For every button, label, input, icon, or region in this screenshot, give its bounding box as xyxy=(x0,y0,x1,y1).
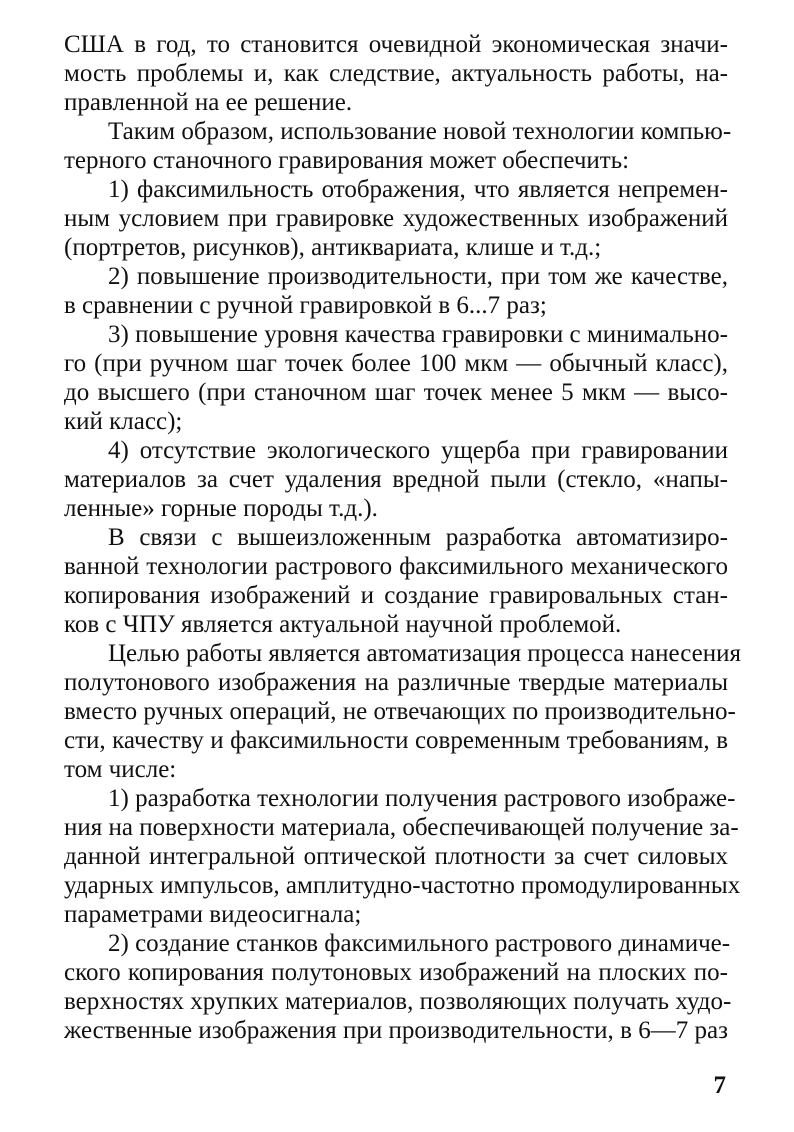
text-line: ударных импульсов, амплитудно-частотно промодулированных xyxy=(64,872,741,899)
paragraph-goal xyxy=(64,639,741,784)
text-line: кий класс); xyxy=(64,408,183,435)
text-line: мость проблемы и, как следствие, актуальность работы, на- xyxy=(64,60,728,87)
paragraph-summary xyxy=(64,117,732,175)
text-line: (портретов, рисунков), антиквариата, клише и т.д.; xyxy=(64,234,602,261)
text-line: жественные изображения при производительности, в 6—7 раз xyxy=(64,1017,728,1044)
list-item-3 xyxy=(64,320,728,436)
text-line: 4) отсутствие экологического ущерба при гравировании xyxy=(108,437,728,464)
text-line: верхностях хрупких материалов, позволяющих получать худо- xyxy=(64,988,732,1015)
text-line: до высшего (при станочном шаг точек менее 5 мкм — высо- xyxy=(64,379,728,406)
text-line: ным условием при гравировке художественных изображений xyxy=(64,205,728,232)
text-line: том числе: xyxy=(64,756,177,783)
text-line: в сравнении с ручной гравировкой в 6...7 раз; xyxy=(64,292,547,319)
list-item-1 xyxy=(64,175,728,262)
text-line: параметрами видеосигнала; xyxy=(64,901,362,928)
text-line: данной интегральной оптической плотности за счет силовых xyxy=(64,843,728,870)
goal-item-1 xyxy=(64,784,741,929)
text-line: ванной технологии растрового факсимильного механического xyxy=(64,553,728,580)
list-item-4 xyxy=(64,436,728,523)
text-line: терного станочного гравирования может обеспечить: xyxy=(64,147,630,174)
text-line: сти, качеству и факсимильности современным требованиям, в xyxy=(64,727,728,754)
goal-item-2 xyxy=(64,929,732,1045)
text-line: копирования изображений и создание гравировальных стан- xyxy=(64,582,728,609)
text-line: 3) повышение уровня качества гравировки с минимально- xyxy=(108,321,728,348)
text-line: 2) повышение производительности, при том же качестве, xyxy=(108,263,728,290)
list-item-2 xyxy=(64,262,728,320)
text-line: материалов за счет удаления вредной пыли (стекло, «напы- xyxy=(64,466,728,493)
text-line: 1) факсимильность отображения, что является непремен- xyxy=(108,176,728,203)
page-body xyxy=(64,30,741,1045)
text-line: го (при ручном шаг точек более 100 мкм — обычный класс), xyxy=(64,350,728,377)
text-line: полутонового изображения на различные твердые материалы xyxy=(64,669,728,696)
text-line: США в год, то становится очевидной экономическая значи- xyxy=(64,31,728,58)
text-line: ленные» горные породы т.д.). xyxy=(64,495,378,522)
text-line: правленной на ее решение. xyxy=(64,89,353,116)
text-line: 1) разработка технологии получения растрового изображе- xyxy=(108,785,736,812)
paragraph-intro xyxy=(64,30,728,117)
text-line: Таким образом, использование новой технологии компью- xyxy=(108,118,732,145)
text-line: вместо ручных операций, не отвечающих по производительно- xyxy=(64,698,736,725)
text-line: 2) создание станков факсимильного растрового динамиче- xyxy=(108,930,731,957)
text-line: ского копирования полутоновых изображений на плоских по- xyxy=(64,959,728,986)
text-line: ния на поверхности материала, обеспечивающей получение за- xyxy=(64,814,739,841)
text-line: ков с ЧПУ является актуальной научной проблемой. xyxy=(64,611,622,638)
page-number: 7 xyxy=(713,1072,726,1099)
text-line: В связи с вышеизложенным разработка автоматизиро- xyxy=(108,524,728,551)
text-line: Целью работы является автоматизация процесса нанесения xyxy=(108,640,741,667)
paragraph-relevance xyxy=(64,523,728,639)
